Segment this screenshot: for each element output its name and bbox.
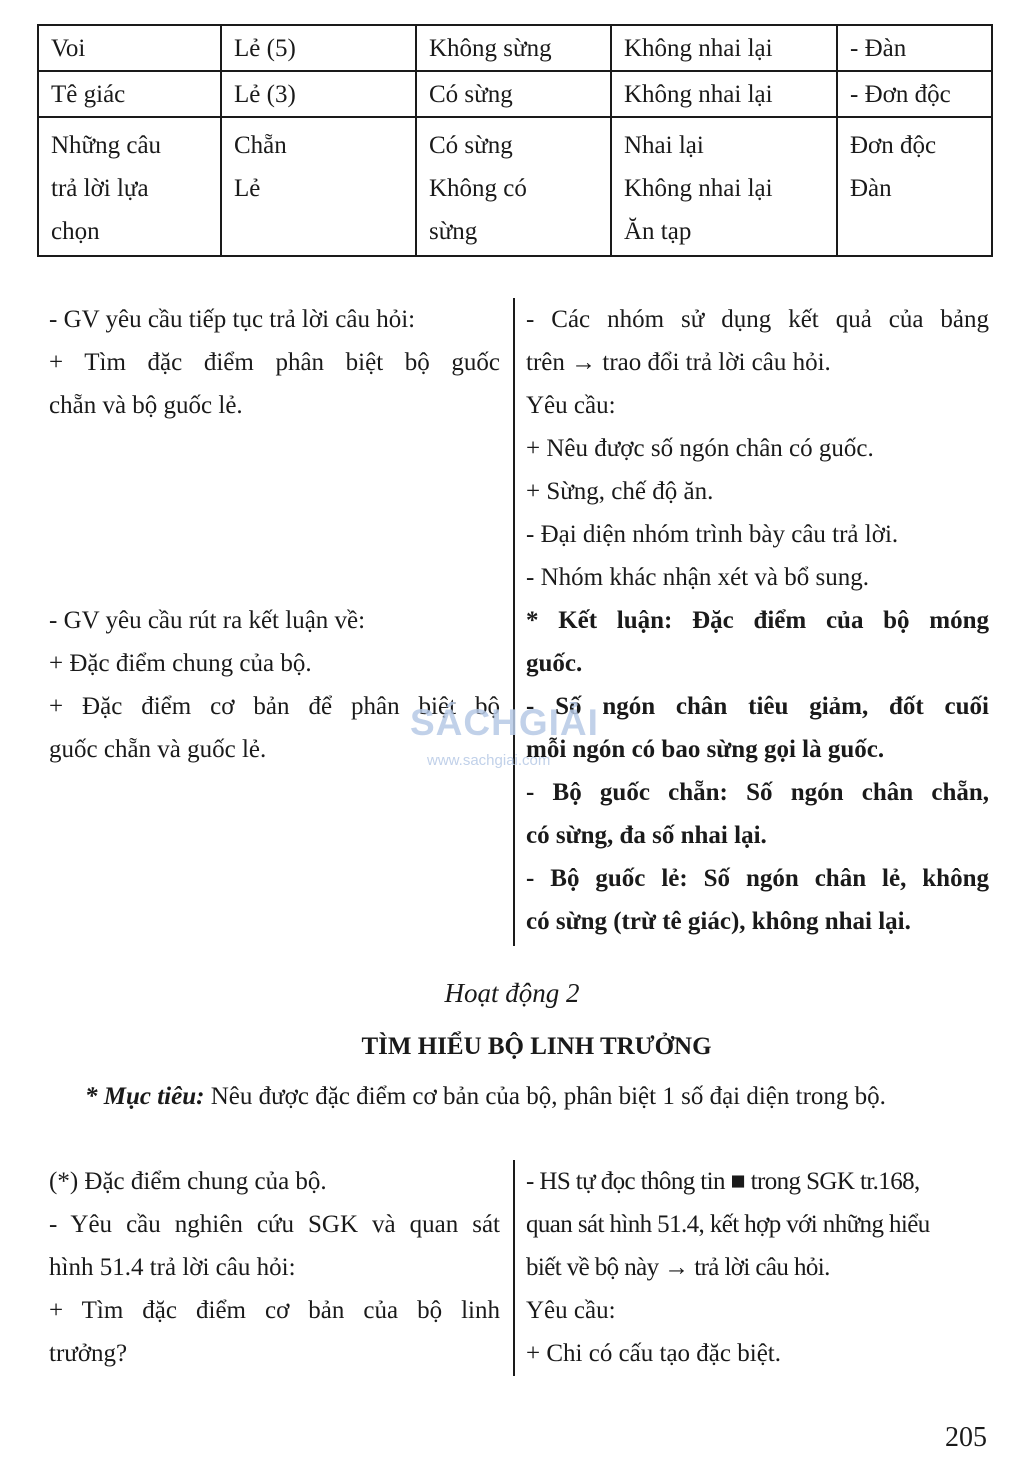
table-cell bbox=[611, 117, 837, 256]
table-cell: Lẻ (3) bbox=[221, 71, 416, 117]
table-cell: Lẻ (5) bbox=[221, 25, 416, 71]
student-line: + Nêu được số ngón chân có guốc. bbox=[526, 435, 874, 462]
cell-line: Những câu bbox=[51, 132, 162, 159]
table-cell bbox=[837, 117, 992, 256]
student-line: quan sát hình 51.4, kết hợp với những hiểu bbox=[526, 1211, 930, 1238]
watermark-url: www.sachgiai.com bbox=[427, 752, 551, 769]
watermark-logo bbox=[410, 690, 620, 780]
activity2-columns bbox=[37, 1160, 991, 1376]
conclusion-line: có sừng, đa số nhai lại. bbox=[526, 822, 767, 849]
cell-line: sừng bbox=[429, 218, 478, 245]
section-heading: TÌM HIỂU BỘ LINH TRƯỞNG bbox=[361, 1033, 712, 1060]
conclusion-line: * Kết luận: Đặc điểm của bộ móng bbox=[526, 607, 989, 634]
teacher-line: - Yêu cầu nghiên cứu SGK và quan sát bbox=[49, 1211, 500, 1238]
table-row bbox=[38, 25, 992, 71]
teacher-column bbox=[49, 1160, 500, 1375]
student-line: + Sừng, chế độ ăn. bbox=[526, 478, 714, 505]
cell-line: Đàn bbox=[850, 175, 892, 202]
table-row bbox=[38, 71, 992, 117]
table-cell: - Đơn độc bbox=[837, 71, 992, 117]
conclusion-line: guốc. bbox=[526, 650, 583, 677]
cell-line: Có sừng bbox=[429, 132, 513, 159]
cell-line: trả lời lựa bbox=[51, 175, 149, 202]
objective-text: Nêu được đặc điểm cơ bản của bộ, phân biệt 1 số đại diện trong bộ. bbox=[204, 1083, 886, 1110]
cell-line: Không nhai lại bbox=[624, 175, 773, 202]
table-cell: - Đàn bbox=[837, 25, 992, 71]
teacher-line: + Đặc điểm chung của bộ. bbox=[49, 650, 312, 677]
conclusion-line: - Số ngón chân tiêu giảm, đốt cuối bbox=[526, 693, 989, 720]
conclusion-line: có sừng (trừ tê giác), không nhai lại. bbox=[526, 908, 911, 935]
teacher-line: chẵn và bộ guốc lẻ. bbox=[49, 392, 243, 419]
teacher-line: - GV yêu cầu rút ra kết luận về: bbox=[49, 607, 366, 634]
spacer bbox=[49, 427, 500, 513]
cell-line: Nhai lại bbox=[624, 132, 704, 159]
teacher-line: (*) Đặc điểm chung của bộ. bbox=[49, 1168, 327, 1195]
table-cell: Voi bbox=[38, 25, 221, 71]
table-cell: Không nhai lại bbox=[611, 25, 837, 71]
cell-line: Chẵn bbox=[234, 132, 287, 159]
activity-title: Hoạt động 2 bbox=[444, 978, 580, 1008]
spacer bbox=[49, 513, 500, 599]
animal-comparison-table bbox=[37, 24, 993, 257]
student-column bbox=[526, 1160, 989, 1375]
teacher-line: + Tìm đặc điểm cơ bản của bộ linh bbox=[49, 1297, 500, 1324]
student-line: biết về bộ này → trả lời câu hỏi. bbox=[526, 1254, 830, 1281]
objective-paragraph bbox=[37, 1078, 991, 1116]
table-cell: Không sừng bbox=[416, 25, 611, 71]
teacher-line: + Đặc điểm cơ bản để phân biệt bộ bbox=[49, 693, 500, 720]
teacher-line: guốc chẵn và guốc lẻ. bbox=[49, 736, 267, 763]
teacher-line: trưởng? bbox=[49, 1340, 128, 1367]
conclusion-line: - Bộ guốc lẻ: Số ngón chân lẻ, không bbox=[526, 865, 989, 892]
teacher-line: + Tìm đặc điểm phân biệt bộ guốc bbox=[49, 349, 500, 376]
table-cell: Tê giác bbox=[38, 71, 221, 117]
page-number: 205 bbox=[945, 1422, 987, 1453]
conclusion-line: - Bộ guốc chẵn: Số ngón chân chẵn, bbox=[526, 779, 989, 806]
table-cell: Có sừng bbox=[416, 71, 611, 117]
student-line: Yêu cầu: bbox=[526, 1297, 616, 1324]
table-cell bbox=[416, 117, 611, 256]
table-cell bbox=[38, 117, 221, 256]
cell-line: Lẻ bbox=[234, 175, 261, 202]
teacher-line: - GV yêu cầu tiếp tục trả lời câu hỏi: bbox=[49, 306, 416, 333]
objective-label: * Mục tiêu: bbox=[85, 1083, 205, 1110]
table-row-answer-options bbox=[38, 117, 992, 256]
cell-line: Đơn độc bbox=[850, 132, 937, 159]
table-cell bbox=[221, 117, 416, 256]
conclusion-line: mỗi ngón có bao sừng gọi là guốc. bbox=[526, 736, 885, 763]
activity1-columns bbox=[37, 298, 991, 946]
student-column bbox=[526, 298, 989, 943]
column-divider bbox=[513, 1160, 515, 1376]
student-line: + Chi có cấu tạo đặc biệt. bbox=[526, 1340, 781, 1367]
column-divider bbox=[513, 298, 515, 946]
cell-line: chọn bbox=[51, 218, 100, 245]
student-line: trên → trao đổi trả lời câu hỏi. bbox=[526, 349, 831, 376]
student-line: - Đại diện nhóm trình bày câu trả lời. bbox=[526, 521, 899, 548]
table-cell: Không nhai lại bbox=[611, 71, 837, 117]
cell-line: Không có bbox=[429, 175, 527, 202]
watermark-brand: SÁCHGIẢI bbox=[410, 702, 599, 743]
student-line: - Các nhóm sử dụng kết quả của bảng bbox=[526, 306, 989, 333]
teacher-line: hình 51.4 trả lời câu hỏi: bbox=[49, 1254, 296, 1281]
cell-line: Ăn tạp bbox=[624, 218, 692, 245]
student-line: - HS tự đọc thông tin ■ trong SGK tr.168, bbox=[526, 1168, 920, 1195]
student-line: Yêu cầu: bbox=[526, 392, 616, 419]
student-line: - Nhóm khác nhận xét và bổ sung. bbox=[526, 564, 869, 591]
